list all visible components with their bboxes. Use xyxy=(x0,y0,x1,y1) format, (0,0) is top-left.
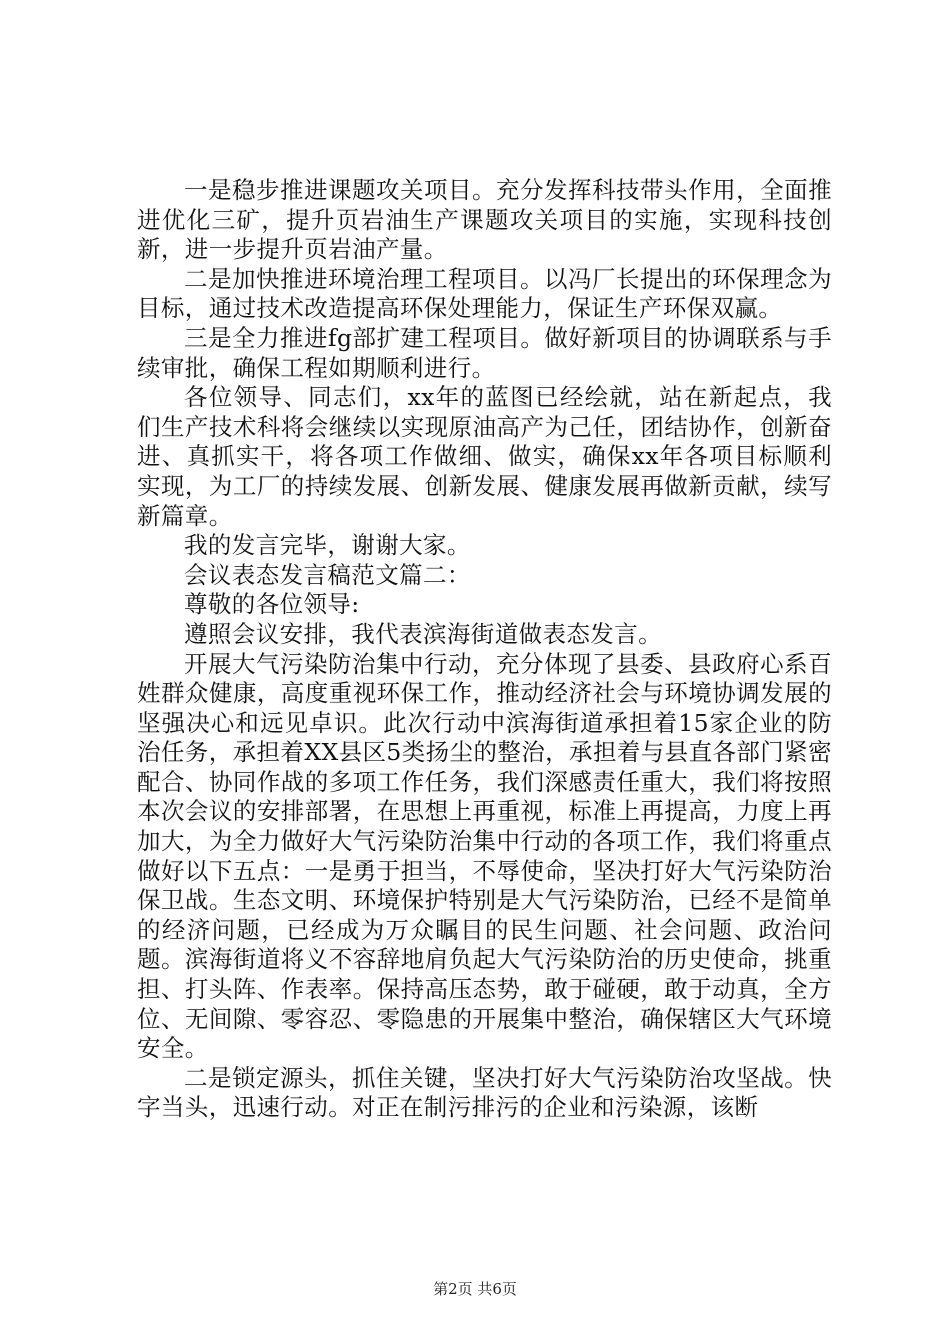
paragraph-3: 三是全力推进fg部扩建工程项目。做好新项目的协调联系与手续审批，确保工程如期顺利进行。 xyxy=(137,323,832,382)
paragraph-8: 遵照会议安排，我代表滨海街道做表态发言。 xyxy=(184,619,662,648)
paragraph-2: 二是加快推进环境治理工程项目。以冯厂长提出的环保理念为目标，通过技术改造提高环保处理能力，保证生产环保双赢。 xyxy=(137,264,832,323)
paragraph-1: 一是稳步推进课题攻关项目。充分发挥科技带头作用，全面推进优化三矿，提升页岩油生产课题攻关项目的实施，实现科技创新，进一步提升页岩油产量。 xyxy=(137,176,832,264)
paragraph-4: 各位领导、同志们，xx年的蓝图已经绘就，站在新起点，我们生产技术科将会继续以实现原油高产为己任，团结协作，创新奋进、真抓实干，将各项工作做细、做实，确保xx年各项目标顺利实现，为工厂的持续发展、创新发展、健康发展再做新贡献，续写新篇章。 xyxy=(137,383,832,530)
paragraph-10: 二是锁定源头，抓住关键，坚决打好大气污染防治攻坚战。快字当头，迅速行动。对正在制污排污的企业和污染源，该断 xyxy=(137,1063,832,1122)
paragraph-6: 会议表态发言稿范文篇二： xyxy=(184,560,471,589)
page-footer: 第2页 共6页 xyxy=(433,1280,517,1298)
document-body xyxy=(137,176,832,1123)
paragraph-7: 尊敬的各位领导: xyxy=(184,590,360,619)
paragraph-5: 我的发言完毕，谢谢大家。 xyxy=(184,531,471,560)
paragraph-9: 开展大气污染防治集中行动，充分体现了县委、县政府心系百姓群众健康，高度重视环保工作，推动经济社会与环境协调发展的坚强决心和远见卓识。此次行动中滨海街道承担着15家企业的防治任务，承担着XX县区5类扬尘的整治，承担着与县直各部门紧密配合、协同作战的多项工作任务，我们深感责任重大，我们将按照本次会议的安排部署，在思想上再重视，标准上再提高，力度上再加大，为全力做好大气污染防治集中行动的各项工作，我们将重点做好以下五点：一是勇于担当，不辱使命，坚决打好大气污染防治保卫战。生态文明、环境保护特别是大气污染防治，已经不是简单的经济问题，已经成为万众瞩目的民生问题、社会问题、政治问题。滨海街道将义不容辞地肩负起大气污染防治的历史使命，挑重担、打头阵、作表率。保持高压态势，敢于碰硬，敢于动真，全方位、无间隙、零容忍、零隐患的开展集中整治，确保辖区大气环境安全。 xyxy=(137,649,832,1063)
